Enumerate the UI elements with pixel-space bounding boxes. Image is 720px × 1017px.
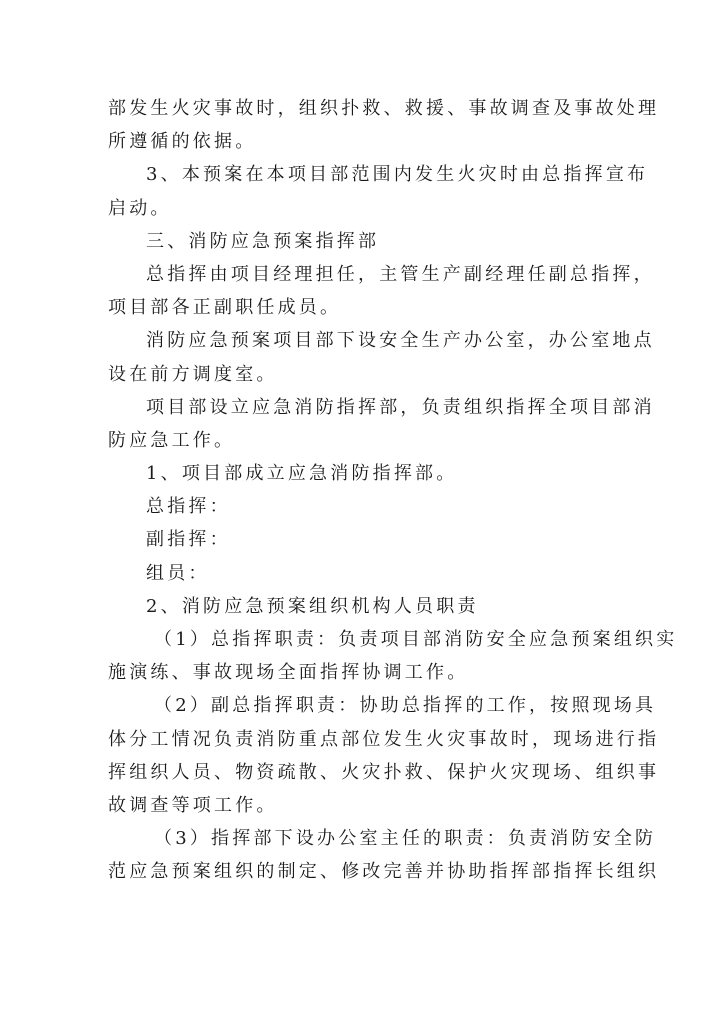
text-line: 启动。 (108, 197, 172, 219)
text-line: （3）指挥部下设办公室主任的职责：负责消防安全防 (154, 828, 657, 850)
text-line: 体分工情况负责消防重点部位发生火灾事故时，现场进行指 (108, 728, 660, 750)
text-line: 3、本预案在本项目部范围内发生火灾时由总指挥宣布 (146, 164, 649, 186)
section-heading: 三、消防应急预案指挥部 (146, 230, 380, 252)
document-body (108, 92, 678, 889)
text-line: 设在前方调度室。 (108, 363, 278, 385)
text-line: （2）副总指挥职责：协助总指挥的工作，按照现场具 (154, 695, 657, 717)
text-line: 2、消防应急预案组织机构人员职责 (146, 595, 479, 617)
text-line: 项目部设立应急消防指挥部，负责组织指挥全项目部消 (146, 396, 655, 418)
text-line: （1）总指挥职责：负责项目部消防安全应急预案组织实 (154, 629, 678, 650)
text-line: 总指挥由项目经理担任，主管生产副经理任副总指挥， (146, 263, 655, 285)
text-line: 范应急预案组织的制定、修改完善并协助指挥部指挥长组织 (108, 861, 660, 883)
text-line: 故调查等项工作。 (108, 794, 278, 816)
text-line: 副指挥： (146, 529, 231, 551)
text-line: 挥组织人员、物资疏散、火灾扑救、保护火灾现场、组织事 (108, 761, 660, 783)
text-line: 部发生火灾事故时，组织扑救、救援、事故调查及事故处理 (108, 98, 660, 119)
text-line: 施演练、事故现场全面指挥协调工作。 (108, 662, 469, 684)
text-line: 所遵循的依据。 (108, 131, 257, 153)
text-line: 组员： (146, 562, 210, 584)
text-line: 防应急工作。 (108, 429, 236, 451)
text-line: 消防应急预案项目部下设安全生产办公室，办公室地点 (146, 330, 655, 352)
text-line: 项目部各正副职任成员。 (108, 297, 342, 319)
text-line: 总指挥： (146, 496, 231, 518)
text-line: 1、项目部成立应急消防指挥部。 (146, 463, 458, 485)
